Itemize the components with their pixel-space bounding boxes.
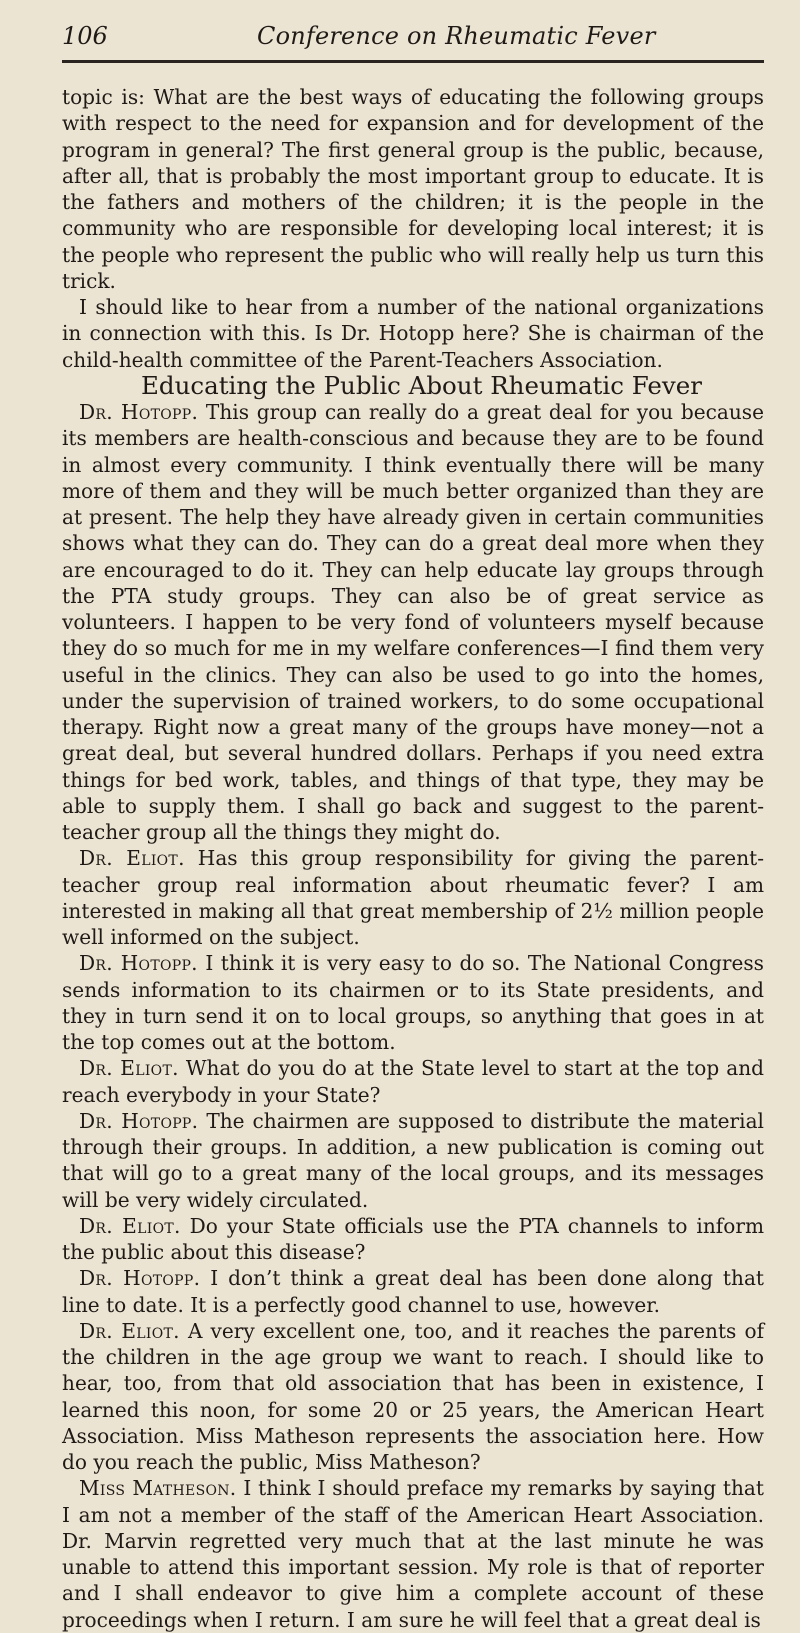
dialogue-paragraph (62, 1475, 764, 1633)
dialogue-paragraph (62, 950, 764, 1055)
speaker-name: Dr. Hotopp. (79, 1108, 199, 1133)
speaker-name: Dr. Hotopp. (79, 400, 199, 424)
dialogue-text: What do you do at the State level to start at the top and reach everybody in your State? (62, 1056, 765, 1107)
dialogue-text: This group can really do a great deal for you because its members are health-conscious and because they are to be found in almost every community. I think eventually there will be many more of them and they will be much better organized than they are at present. The help they have already given in certain communities shows what they can do. They can do a great deal more when they are encouraged to do it. They can help educate lay groups through the PTA study groups. They can also be of great service as volunteers. I happen to be very fond of volunteers myself because they do so much for me in my welfare conferences—I find them very useful in the clinics. They can also be used to go into the homes, under the supervision of trained workers, to do some occupational therapy. Right now a great many of the groups have money—not a great deal, but several hundred dollars. Perhaps if you need extra things for bed work, tables, and things of that type, they may be able to supply them. I shall go back and suggest to the parent-teacher group all the things they might do. (62, 400, 765, 844)
intro-paragraph-2: I should like to hear from a number of the national organizations in connection with this. Is Dr. Hotopp here? She is chairman of the child-health committee of the Parent-Teachers Association. (62, 295, 764, 372)
speaker-name: Dr. Hotopp. (79, 1266, 201, 1291)
page-number: 106 (62, 22, 108, 50)
dialogue-paragraph (62, 845, 764, 950)
speaker-name: Dr. Eliot. (79, 1056, 179, 1081)
speaker-name: Dr. Hotopp. (79, 951, 198, 976)
dialogue-paragraph (62, 1108, 764, 1213)
header-rule (62, 60, 764, 63)
dialogue-paragraph (62, 1265, 764, 1318)
speaker-name: Dr. Eliot. (79, 846, 185, 871)
dialogue-text: Do your State officials use the PTA channels to inform the public about this disease? (62, 1213, 764, 1264)
dialogue-text: A very excellent one, too, and it reaches the parents of the children in the age group we want to reach. I should like to hear, too, from that old association that has been in existence, I learned this noon, for some 20 or 25 years, the American Heart Association. Miss Matheson represents the association here. How do you reach the public, Miss Matheson? (62, 1318, 765, 1474)
section-heading: Educating the Public About Rheumatic Fever (141, 370, 702, 400)
speaker-name: Dr. Eliot. (79, 1213, 181, 1238)
intro-paragraph-1: topic is: What are the best ways of educating the following groups with respect to the need for expansion and for development of the program in general? The first general group is the public, because, after all, that is probably the most important group to educate. It is the fathers and mothers of the children; it is the people in the community who are responsible for developing local interest; it is the people who represent the public who will really help us turn this trick. (62, 85, 764, 293)
dialogue-text: I think it is very easy to do so. The National Congress sends information to its chairmen or to its State presidents, and they in turn send it on to local groups, so anything that goes in at the top comes out at the bottom. (62, 951, 764, 1054)
dialogue-paragraph (62, 1213, 764, 1266)
running-title: Conference on Rheumatic Fever (257, 22, 656, 50)
speaker-name: Miss Matheson. (79, 1476, 237, 1501)
dialogue-paragraph (62, 399, 764, 845)
page-header (62, 22, 762, 56)
dialogue-text: The chairmen are supposed to distribute the material through their groups. In addition, a new publication is coming out that will go to a great many of the local groups, and its messages will be very widely circulated. (62, 1108, 764, 1212)
speaker-name: Dr. Eliot. (79, 1318, 180, 1343)
dialogue-text: Has this group responsibility for giving the parent-teacher group real information about rheumatic fever? I am interested in making all that great membership of 2½ million people well informed on the subject. (62, 846, 764, 949)
body-text (62, 84, 764, 1633)
dialogue-paragraph (62, 1055, 764, 1108)
dialogue-text: I think I should preface my remarks by saying that I am not a member of the staff of the American Heart Association. Dr. Marvin regretted very much that at the last minute he was unable to attend this important session. My role is that of reporter and I shall endeavor to give him a complete account of these proceedings when I return. I am sure he will feel that a great deal is (62, 1476, 764, 1632)
dialogue-text: I don’t think a great deal has been done along that line to date. It is a perfectly good channel to use, however. (62, 1266, 764, 1317)
dialogue-paragraph (62, 1318, 764, 1476)
